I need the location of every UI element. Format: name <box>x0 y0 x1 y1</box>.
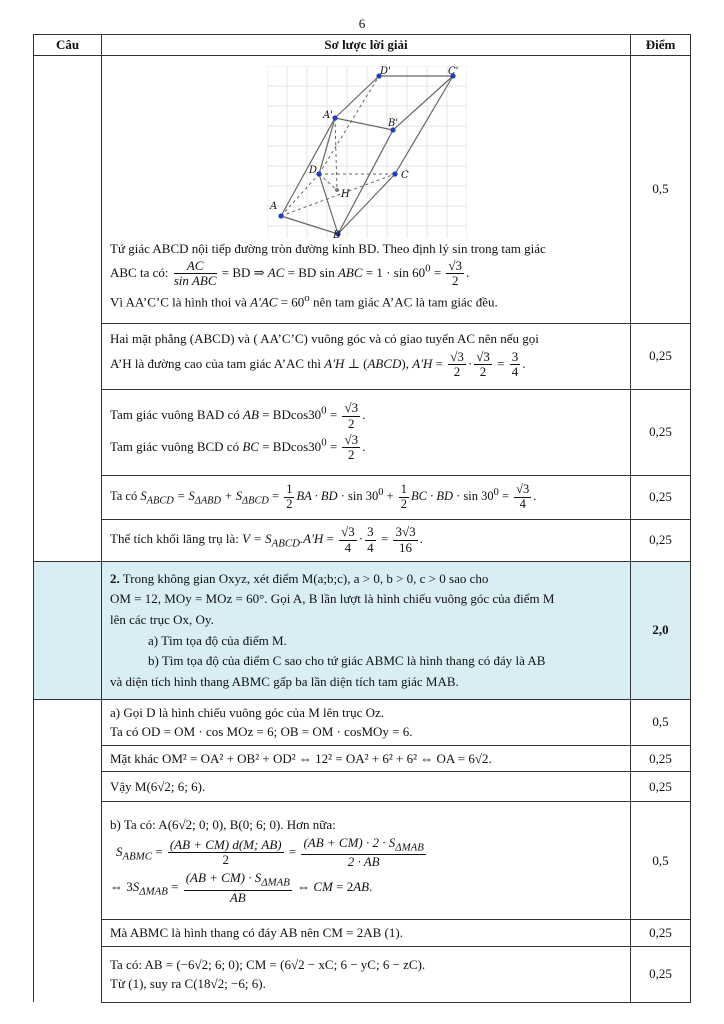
cau-cell <box>34 699 102 1002</box>
text-line: Vì AA’C’C là hình thoi và $A'AC = 60^o$ nên tam giác A’AC là tam giác đều. <box>110 291 498 309</box>
solution-cell <box>102 519 631 561</box>
score-cell: 0,25 <box>631 772 691 802</box>
solution-cell <box>102 55 631 323</box>
table-row <box>34 745 691 772</box>
question-line: lên các trục Ox, Oy. <box>110 612 214 627</box>
solution-cell <box>102 802 631 920</box>
header-solution: Sơ lược lời giải <box>102 35 631 56</box>
table-row <box>34 802 691 920</box>
svg-text:B: B <box>333 229 341 238</box>
formula-line: Ta có OD = OM · cos MOz = 6; OB = OM · cosMOy = 6. <box>110 724 413 740</box>
score-cell: 0,5 <box>631 699 691 745</box>
formula-line: ABC ta có: $\frac{AC}{\text{sin ABC}}$ = BD ⇒ AC = BD sin ABC = $1 \cdot \sin 60^0$ = $\frac{√3}{2}$ . <box>110 258 470 289</box>
formula-line: ⇔ $3S_{\Delta MAB}$ = $\frac{(AB + CM) \cdot S_{\Delta MAB}}{AB}$ ⇔ CM = 2AB. <box>110 870 373 905</box>
svg-text:C': C' <box>448 65 459 77</box>
score-cell: 0,25 <box>631 745 691 772</box>
svg-text:B': B' <box>388 117 399 129</box>
formula-line: b) Ta có: A(6√2; 0; 0), B(0; 6; 0). Hơn nữa: <box>110 817 336 833</box>
solution-cell <box>102 772 631 802</box>
formula-line: $S_{ABMC}$ = $\frac{(AB + CM) d(M; AB)}{2}$ = $\frac{(AB + CM) \cdot 2 \cdot S_{\Delta MAB}}{2 \cdot AB}$ <box>116 834 424 870</box>
solution-table <box>33 34 691 1003</box>
solution-cell <box>102 389 631 475</box>
question-line: OM = 12, MOy = MOz = 60°. Gọi A, B lần lượt là hình chiếu vuông góc của điểm M <box>110 591 555 607</box>
solution-cell <box>102 920 631 947</box>
header-cau: Câu <box>34 35 102 56</box>
solution-cell <box>102 475 631 519</box>
header-points: Điểm <box>631 35 691 56</box>
table-row <box>34 699 691 745</box>
formula-line: Ta có $S_{ABCD} = S_{\Delta ABD} + S_{\Delta BCD}$ = $\frac{1}{2}$ BA · BD · $\sin 30^0$ + $\frac{1}{2}$ BC · BD · $\sin 30^0$ = $\frac{√3}{4}$ . <box>110 481 537 511</box>
cau-cell <box>34 55 102 561</box>
svg-text:A': A' <box>323 109 333 121</box>
text-line: Tứ giác ABCD nội tiếp đường tròn đường kính BD. Theo định lý sin trong tam giác <box>110 240 546 256</box>
score-cell: 0,5 <box>631 55 691 323</box>
formula-line: Thể tích khối lăng trụ là: $V = S_{ABCD}.A'H$ = $\frac{√3}{4}$ · $\frac{3}{4}$ = $\frac{3√3}{16}$ . <box>110 524 423 555</box>
table-row <box>34 946 691 1002</box>
formula-line: Mặt khác OM² = OA² + OB² + OD² ⇔ 12² = OA² + 6² + 6² ⇔ OA = 6√2. <box>110 750 492 766</box>
formula-line: Tam giác vuông BAD có AB = $BDcos30^0$ = $\frac{√3}{2}$ . <box>110 400 366 431</box>
svg-text:H: H <box>341 188 350 200</box>
question-part-b: b) Tìm tọa độ của điểm C sao cho tứ giác ABMC là hình thang có đáy là AB <box>148 653 546 669</box>
svg-text:A: A <box>270 200 278 212</box>
question-row <box>34 561 691 699</box>
score-cell: 0,25 <box>631 519 691 561</box>
text-line: a) Gọi D là hình chiếu vuông góc của M lên trục Oz. <box>110 704 385 720</box>
question-cell <box>102 561 631 699</box>
solution-cell <box>102 323 631 389</box>
table-row <box>34 389 691 475</box>
formula-line: Mà ABMC là hình thang có đáy AB nên CM = 2AB (1). <box>110 925 403 941</box>
svg-text:D: D <box>309 164 318 176</box>
formula-line: Tam giác vuông BCD có BC = $BDcos30^0$ = $\frac{√3}{2}$ . <box>110 432 366 463</box>
solution-cell <box>102 745 631 772</box>
score-cell: 0,25 <box>631 946 691 1002</box>
score-cell: 0,25 <box>631 475 691 519</box>
svg-text:C: C <box>401 169 409 181</box>
score-cell: 0,25 <box>631 920 691 947</box>
table-row <box>34 920 691 947</box>
prism-figure <box>267 66 467 238</box>
question-part-a: a) Tìm tọa độ của điểm M. <box>148 632 287 648</box>
score-cell: 0,25 <box>631 389 691 475</box>
table-row <box>34 475 691 519</box>
table-row <box>34 772 691 802</box>
question-line: và diện tích hình thang ABMC gấp ba lần diện tích tam giác MAB. <box>110 673 459 689</box>
svg-text:D': D' <box>380 65 391 77</box>
table-row <box>34 323 691 389</box>
table-row <box>34 55 691 323</box>
formula-line: Từ (1), suy ra C(18√2; −6; 6). <box>110 976 266 992</box>
solution-cell <box>102 946 631 1002</box>
text-line: Hai mặt phẳng (ABCD) và ( AA’C’C) vuông góc và có giao tuyến AC nên nếu gọi <box>110 331 539 347</box>
score-cell: 0,5 <box>631 802 691 920</box>
question-line: 2. Trong không gian Oxyz, xét điểm M(a;b;c), a > 0, b > 0, c > 0 sao cho <box>110 570 489 586</box>
solution-cell <box>102 699 631 745</box>
formula-line: Vậy M(6√2; 6; 6). <box>110 778 206 794</box>
cau-cell <box>34 561 102 699</box>
score-cell: 0,25 <box>631 323 691 389</box>
formula-line: Ta có: AB = (−6√2; 6; 0); CM = (6√2 − xC; 6 − yC; 6 − zC). <box>110 956 426 972</box>
table-header <box>34 35 691 56</box>
formula-line: A’H là đường cao của tam giác A’AC thì A'H ⊥ (ABCD), A'H = $\frac{√3}{2}$ · $\frac{√3}{2}$ = $\frac{3}{4}$ . <box>110 349 526 380</box>
table-row <box>34 519 691 561</box>
score-cell: 2,0 <box>631 561 691 699</box>
page-number: 6 <box>358 16 366 31</box>
